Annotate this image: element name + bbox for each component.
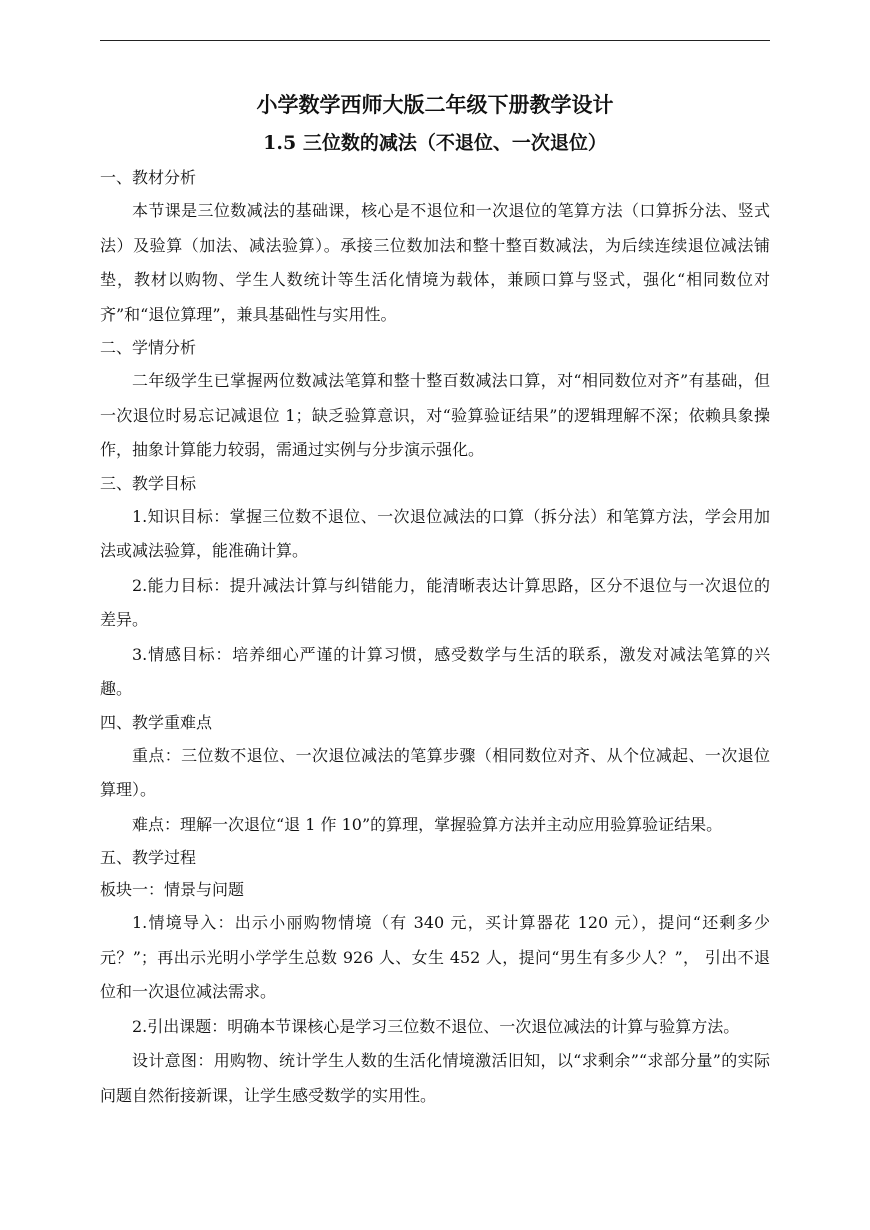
section-paragraph: 设计意图：用购物、统计学生人数的生活化情境激活旧知，以“求剩余”“求部分量”的实际问题自然衔接新课，让学生感受数学的实用性。	[100, 1051, 770, 1105]
section-heading: 一、教材分析	[100, 168, 197, 187]
section-heading: 五、教学过程	[100, 848, 197, 867]
header-rule	[100, 40, 770, 41]
document-subtitle: 1.5 三位数的减法（不退位、一次退位）	[263, 132, 607, 154]
section-paragraph: 3.情感目标：培养细心严谨的计算习惯，感受数学与生活的联系，激发对减法笔算的兴趣。	[100, 644, 770, 698]
section-paragraph: 本节课是三位数减法的基础课，核心是不退位和一次退位的笔算方法（口算拆分法、竖式法）及验算（加法、减法验算）。承接三位数加法和整十整百数减法，为后续连续退位减法铺垫，教材以购物、学生人数统计等生活化情境为载体，兼顾口算与竖式，强化“相同数位对齐”和“退位算理”，兼具基础性与实用性。	[100, 201, 770, 324]
section-paragraph: 二年级学生已掌握两位数减法笔算和整十整百数减法口算，对“相同数位对齐”有基础，但一次退位时易忘记减退位 1；缺乏验算意识，对“验算验证结果”的逻辑理解不深；依赖具象操作，抽象计算能力较弱，需通过实例与分步演示强化。	[100, 371, 770, 459]
document-title: 小学数学西师大版二年级下册教学设计	[256, 92, 614, 117]
section-paragraph: 1.情境导入：出示小丽购物情境（有 340 元，买计算器花 120 元），提问“还剩多少元？”；再出示光明小学学生总数 926 人、女生 452 人，提问“男生有多少人？”， 引出不退位和一次退位减法需求。	[100, 913, 770, 1001]
section-paragraph: 难点：理解一次退位“退 1 作 10”的算理，掌握验算方法并主动应用验算验证结果。	[132, 814, 723, 834]
section-heading: 三、教学目标	[100, 473, 197, 493]
section-heading: 二、学情分析	[100, 338, 197, 357]
section-paragraph: 2.能力目标：提升减法计算与纠错能力，能清晰表达计算思路，区分不退位与一次退位的差异。	[100, 575, 770, 629]
section-paragraph: 2.引出课题：明确本节课核心是学习三位数不退位、一次退位减法的计算与验算方法。	[132, 1016, 740, 1036]
section-heading: 四、教学重难点	[100, 712, 213, 732]
section-heading: 板块一：情景与问题	[100, 880, 245, 899]
sections-container	[100, 162, 770, 1113]
section-paragraph: 重点：三位数不退位、一次退位减法的笔算步骤（相同数位对齐、从个位减起、一次退位算理）。	[100, 745, 770, 799]
section-paragraph: 1.知识目标：掌握三位数不退位、一次退位减法的口算（拆分法）和笔算方法，学会用加法或减法验算，能准确计算。	[100, 506, 770, 560]
document-body	[100, 88, 770, 1113]
